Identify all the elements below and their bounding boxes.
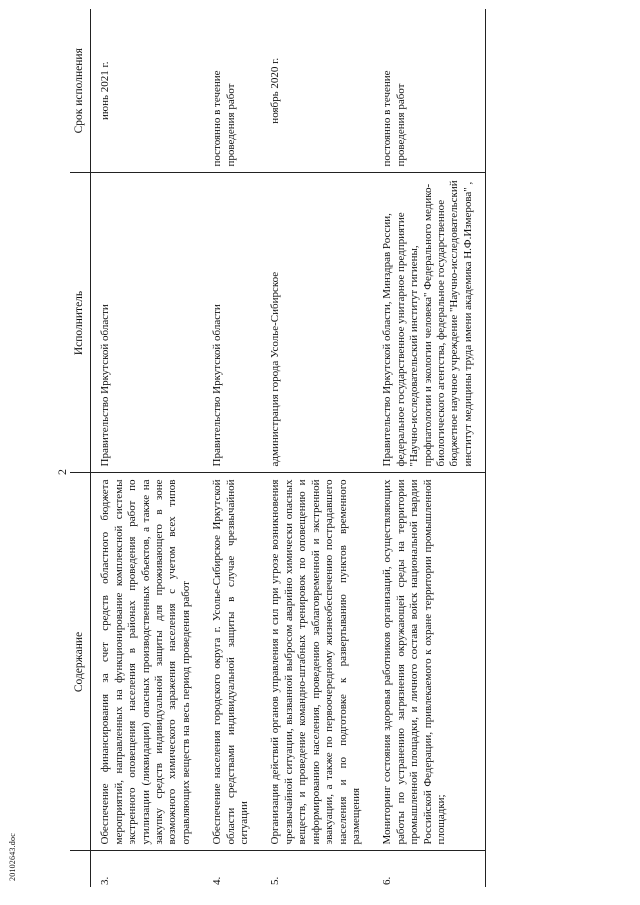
table-row: [203, 9, 261, 887]
document-file-code: 20102643.doc: [8, 833, 17, 881]
row-deadline: ноябрь 2020 г.: [261, 9, 373, 173]
row-deadline: постоянно в течение проведения работ: [203, 9, 261, 173]
row-number: 6.: [373, 851, 485, 887]
row-executor: Правительство Иркутской области, Минздрав России, федеральное государственное унитарное предприятие "Научно-исследовательский институт гигиены, профпатологии и экологии человека" Федерального медико-биологического агентства, федеральное государственное бюджетное научное учреждение "Научно-исследовательский институт медицины труда имени академика Н.Ф.Измерова" ,: [373, 173, 485, 473]
header-executor: Исполнитель: [70, 173, 91, 473]
table-row: [91, 9, 203, 887]
header-number: [70, 851, 91, 887]
row-number: 5.: [269, 876, 282, 885]
row-number: 3.: [99, 876, 112, 885]
page-number: 2: [55, 469, 69, 475]
row-content: Обеспечение финансирования за счет средств областного бюджета мероприятий, направленных на функционирование комплексной системы экстренного оповещения населения в районах проведения работ по утилизации (ликвидации) опасных производственных объектов, а также на закупку средств индивидуальной защиты для проживающего в зоне возможного химического заражения населения с учетом всех типов отравляющих веществ на весь период проведения работ: [91, 473, 203, 851]
measures-table: [70, 9, 486, 887]
row-executor: администрация города Усолье-Сибирское: [261, 173, 373, 473]
row-content: Мониторинг состояния здоровья работников организаций, осуществляющих работы по устранению загрязнения окружающей среды на территории промышленной площадки, и личного состава войск национальной гвардии Российской Федерации, привлекаемого к охране территории промышленной площадки;: [373, 473, 485, 851]
header-deadline: Срок исполнения: [70, 9, 91, 173]
row-deadline: постоянно в течение проведения работ: [373, 9, 485, 173]
row-number: 4.: [211, 876, 224, 885]
row-executor: Правительство Иркутской области: [91, 173, 203, 473]
table-row: [261, 9, 373, 887]
row-executor: Правительство Иркутской области: [203, 173, 261, 473]
header-content: Содержание: [70, 473, 91, 851]
row-content: Организация действий органов управления и сил при угрозе возникновения чрезвычайной ситуации, вызванной выбросом аварийно химически опасных веществ, и проведение командно-штабных тренировок по оповещению и информированию населения, проведению заблаговременной и экстренной эвакуации, а также по первоочередному жизнеобеспечению пострадавшего населения и по подготовке к развертыванию пунктов временного размещения: [261, 473, 373, 851]
row-content: Обеспечение населения городского округа г. Усолье-Сибирское Иркутской области средствами индивидуальной защиты в случае чрезвычайной ситуации: [203, 473, 261, 851]
table-row: [373, 9, 485, 887]
row-deadline: июнь 2021 г.: [91, 9, 203, 173]
table-header-row: [70, 9, 91, 887]
